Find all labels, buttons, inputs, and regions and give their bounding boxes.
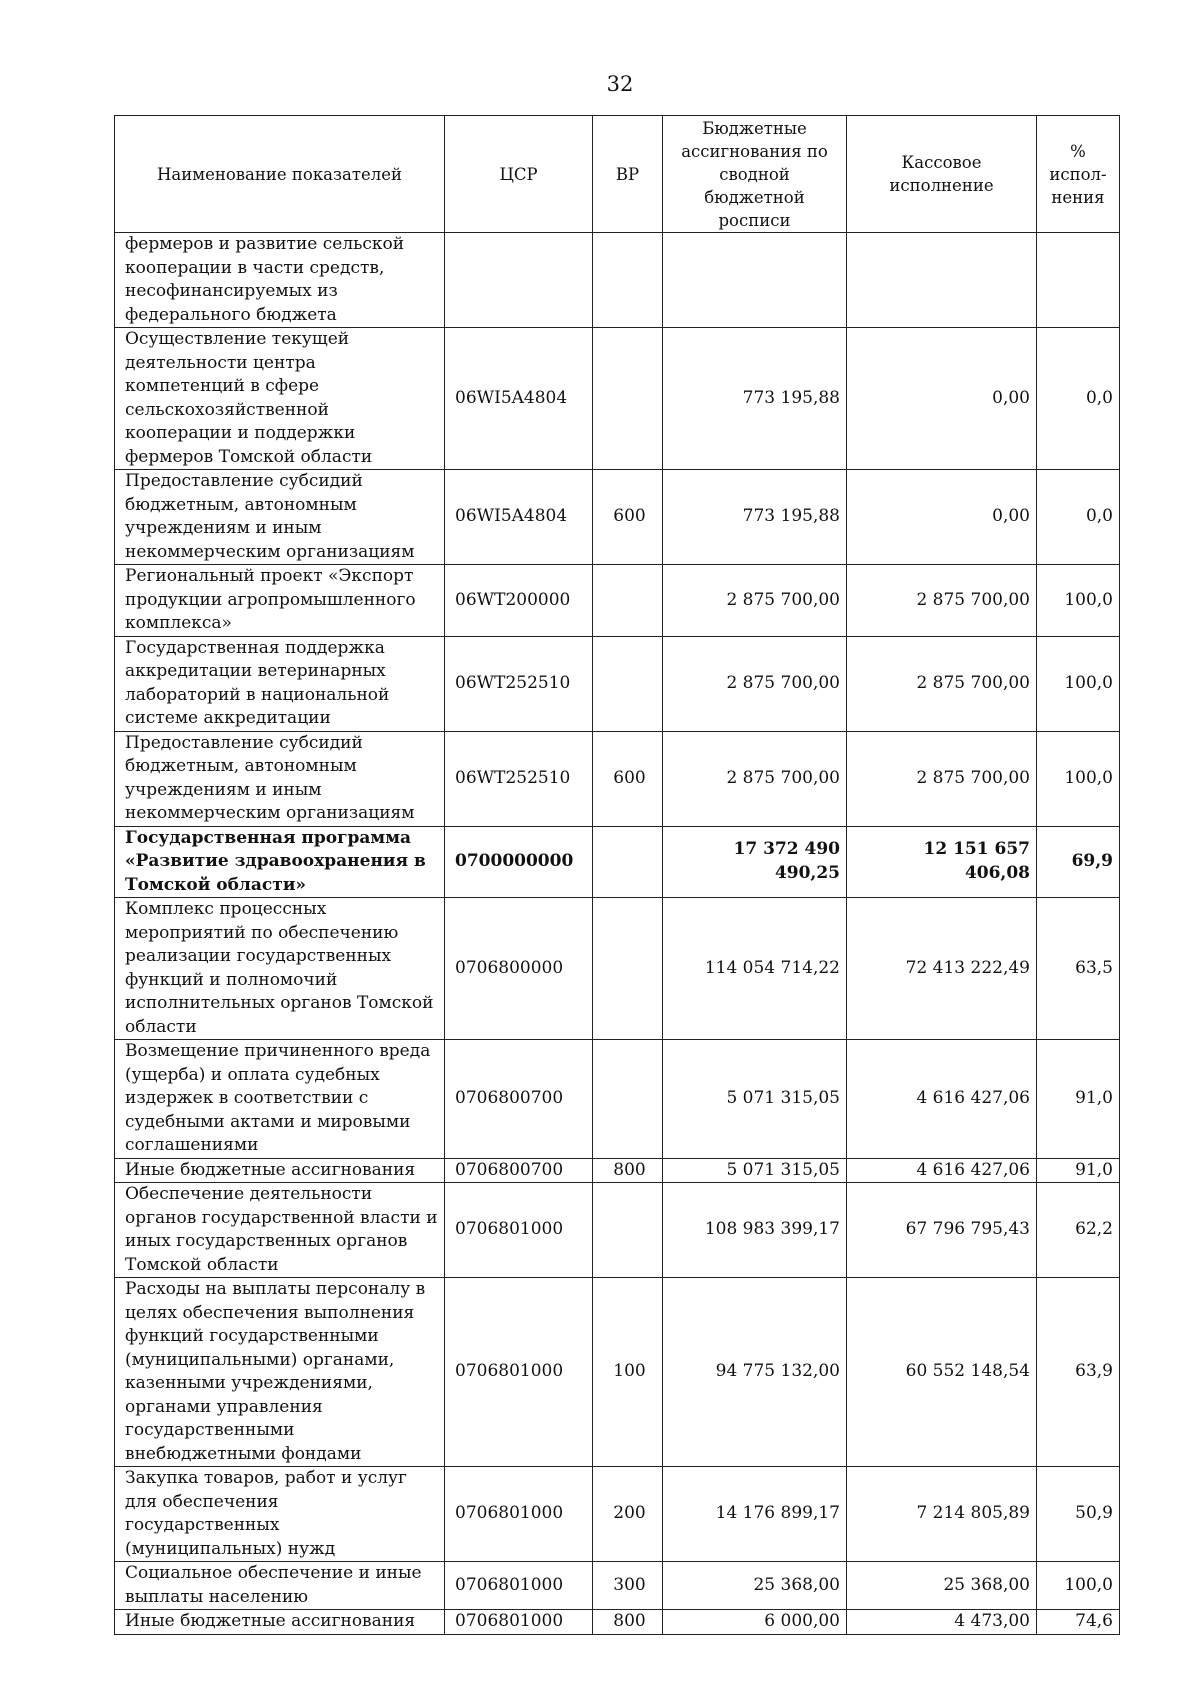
row-budget-cell: 108 983 399,17 (663, 1183, 847, 1278)
row-csr-cell: 0706801000 (445, 1562, 593, 1610)
row-cash-cell: 25 368,00 (847, 1562, 1037, 1610)
row-vr-cell: 800 (593, 1158, 663, 1183)
row-cash-cell: 2 875 700,00 (847, 731, 1037, 826)
row-vr-cell: 600 (593, 731, 663, 826)
table-row (115, 565, 1120, 637)
row-name-cell: Обеспечение деятельности органов государственной власти и иных государственных органов Томской области (115, 1183, 445, 1278)
row-percent-cell (1037, 233, 1120, 328)
row-budget-cell: 2 875 700,00 (663, 636, 847, 731)
row-vr-cell (593, 565, 663, 637)
row-csr-cell: 06WT252510 (445, 731, 593, 826)
row-vr-cell (593, 898, 663, 1040)
row-percent-cell: 69,9 (1037, 826, 1120, 898)
column-header-cash: Кассовое исполнение (847, 116, 1037, 233)
row-name-cell: фермеров и развитие сельской кооперации в части средств, несофинансируемых из федерального бюджета (115, 233, 445, 328)
row-cash-cell: 2 875 700,00 (847, 565, 1037, 637)
row-budget-cell: 14 176 899,17 (663, 1467, 847, 1562)
row-budget-cell: 6 000,00 (663, 1610, 847, 1635)
row-name-cell: Социальное обеспечение и иные выплаты населению (115, 1562, 445, 1610)
row-percent-cell: 100,0 (1037, 1562, 1120, 1610)
row-vr-cell (593, 826, 663, 898)
row-budget-cell: 94 775 132,00 (663, 1278, 847, 1467)
table-row (115, 898, 1120, 1040)
table-body (115, 233, 1120, 1635)
row-cash-cell: 4 616 427,06 (847, 1158, 1037, 1183)
table-row (115, 731, 1120, 826)
row-budget-cell: 25 368,00 (663, 1562, 847, 1610)
row-percent-cell: 100,0 (1037, 731, 1120, 826)
row-budget-cell: 773 195,88 (663, 328, 847, 470)
row-budget-cell: 5 071 315,05 (663, 1040, 847, 1159)
row-percent-cell: 0,0 (1037, 328, 1120, 470)
column-header-csr: ЦСР (445, 116, 593, 233)
table-row (115, 328, 1120, 470)
row-vr-cell: 600 (593, 470, 663, 565)
row-percent-cell: 63,5 (1037, 898, 1120, 1040)
row-percent-cell: 74,6 (1037, 1610, 1120, 1635)
row-percent-cell: 63,9 (1037, 1278, 1120, 1467)
row-percent-cell: 91,0 (1037, 1040, 1120, 1159)
row-budget-cell (663, 233, 847, 328)
row-cash-cell: 7 214 805,89 (847, 1467, 1037, 1562)
row-name-cell: Иные бюджетные ассигнования (115, 1158, 445, 1183)
row-name-cell: Расходы на выплаты персоналу в целях обеспечения выполнения функций государственными (муниципальными) органами, казенными учреждениями, органами управления государственными внебюджетными фондами (115, 1278, 445, 1467)
page-number: 32 (606, 72, 634, 96)
row-csr-cell: 06WT252510 (445, 636, 593, 731)
budget-execution-table (114, 115, 1120, 1635)
table-row (115, 1610, 1120, 1635)
row-vr-cell: 800 (593, 1610, 663, 1635)
row-budget-cell: 2 875 700,00 (663, 731, 847, 826)
table-header (115, 116, 1120, 233)
row-vr-cell (593, 233, 663, 328)
row-cash-cell: 4 473,00 (847, 1610, 1037, 1635)
table-row (115, 1467, 1120, 1562)
table-row (115, 636, 1120, 731)
row-name-cell: Возмещение причиненного вреда (ущерба) и оплата судебных издержек в соответствии с судебными актами и мировыми соглашениями (115, 1040, 445, 1159)
row-name-cell: Предоставление субсидий бюджетным, автономным учреждениям и иным некоммерческим организациям (115, 470, 445, 565)
row-cash-cell: 2 875 700,00 (847, 636, 1037, 731)
row-cash-cell: 0,00 (847, 328, 1037, 470)
row-csr-cell: 06WT200000 (445, 565, 593, 637)
row-vr-cell (593, 1040, 663, 1159)
column-header-name: Наименование показателей (115, 116, 445, 233)
row-csr-cell: 06WI5A4804 (445, 470, 593, 565)
row-percent-cell: 50,9 (1037, 1467, 1120, 1562)
row-csr-cell: 06WI5A4804 (445, 328, 593, 470)
row-vr-cell: 300 (593, 1562, 663, 1610)
row-csr-cell: 0706801000 (445, 1183, 593, 1278)
table-row (115, 1562, 1120, 1610)
row-csr-cell: 0706801000 (445, 1278, 593, 1467)
row-vr-cell (593, 328, 663, 470)
table-row (115, 1040, 1120, 1159)
row-percent-cell: 100,0 (1037, 565, 1120, 637)
row-name-cell: Осуществление текущей деятельности центра компетенций в сфере сельскохозяйственной кооперации и поддержки фермеров Томской области (115, 328, 445, 470)
row-vr-cell (593, 636, 663, 731)
row-budget-cell: 114 054 714,22 (663, 898, 847, 1040)
table-row (115, 470, 1120, 565)
row-percent-cell: 100,0 (1037, 636, 1120, 731)
table-row (115, 1183, 1120, 1278)
row-cash-cell: 12 151 657 406,08 (847, 826, 1037, 898)
row-csr-cell: 0706801000 (445, 1467, 593, 1562)
row-vr-cell (593, 1183, 663, 1278)
row-percent-cell: 0,0 (1037, 470, 1120, 565)
row-vr-cell: 100 (593, 1278, 663, 1467)
column-header-budget: Бюджетные ассигнования по сводной бюджетной росписи (663, 116, 847, 233)
row-cash-cell: 60 552 148,54 (847, 1278, 1037, 1467)
row-csr-cell (445, 233, 593, 328)
row-budget-cell: 17 372 490 490,25 (663, 826, 847, 898)
row-csr-cell: 0706800000 (445, 898, 593, 1040)
row-name-cell: Комплекс процессных мероприятий по обеспечению реализации государственных функций и полномочий исполнительных органов Томской области (115, 898, 445, 1040)
row-cash-cell: 72 413 222,49 (847, 898, 1037, 1040)
row-cash-cell: 0,00 (847, 470, 1037, 565)
table-row (115, 826, 1120, 898)
row-csr-cell: 0706800700 (445, 1158, 593, 1183)
row-csr-cell: 0700000000 (445, 826, 593, 898)
row-budget-cell: 5 071 315,05 (663, 1158, 847, 1183)
row-cash-cell: 4 616 427,06 (847, 1040, 1037, 1159)
row-csr-cell: 0706801000 (445, 1610, 593, 1635)
row-name-cell: Закупка товаров, работ и услуг для обеспечения государственных (муниципальных) нужд (115, 1467, 445, 1562)
row-cash-cell (847, 233, 1037, 328)
row-budget-cell: 773 195,88 (663, 470, 847, 565)
row-percent-cell: 62,2 (1037, 1183, 1120, 1278)
row-budget-cell: 2 875 700,00 (663, 565, 847, 637)
table-row (115, 1278, 1120, 1467)
row-name-cell: Государственная программа «Развитие здравоохранения в Томской области» (115, 826, 445, 898)
row-cash-cell: 67 796 795,43 (847, 1183, 1037, 1278)
column-header-vr: ВР (593, 116, 663, 233)
table-row (115, 1158, 1120, 1183)
row-vr-cell: 200 (593, 1467, 663, 1562)
row-name-cell: Государственная поддержка аккредитации ветеринарных лабораторий в национальной системе аккредитации (115, 636, 445, 731)
column-header-percent: % испол-нения (1037, 116, 1120, 233)
row-percent-cell: 91,0 (1037, 1158, 1120, 1183)
row-name-cell: Предоставление субсидий бюджетным, автономным учреждениям и иным некоммерческим организациям (115, 731, 445, 826)
row-csr-cell: 0706800700 (445, 1040, 593, 1159)
table-row (115, 233, 1120, 328)
row-name-cell: Региональный проект «Экспорт продукции агропромышленного комплекса» (115, 565, 445, 637)
row-name-cell: Иные бюджетные ассигнования (115, 1610, 445, 1635)
